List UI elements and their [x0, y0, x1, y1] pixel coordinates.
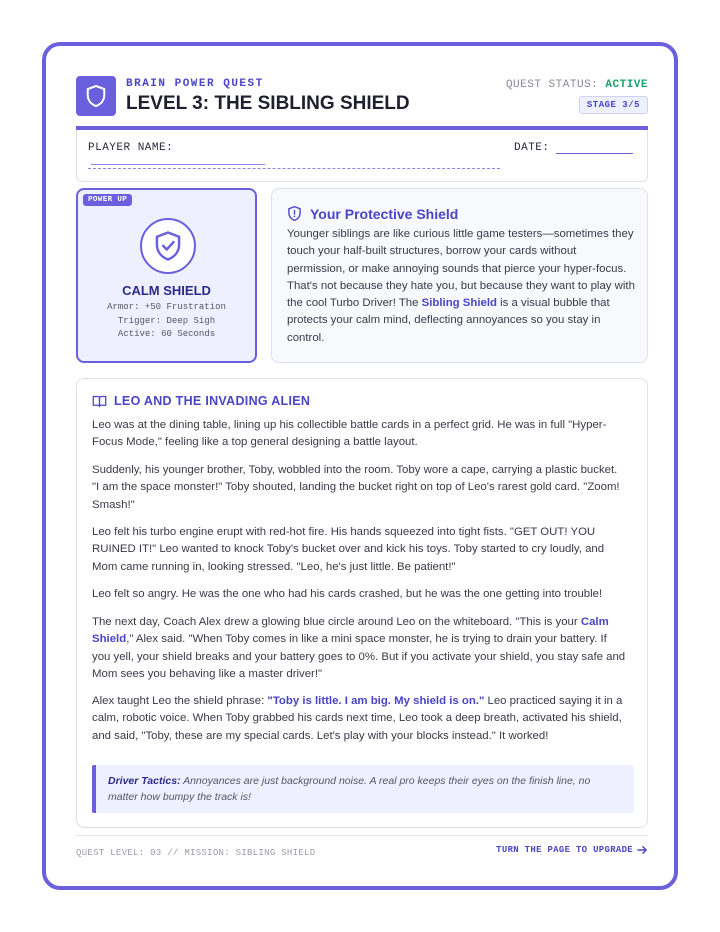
power-up-card [76, 188, 257, 363]
story-heading [92, 394, 310, 408]
player-info-row [76, 130, 648, 182]
shield-alert-icon [287, 205, 302, 222]
p6-start: Alex taught Leo the shield phrase: [92, 695, 268, 707]
story-paragraph-2: Suddenly, his younger brother, Toby, wobbled into the room. Toby wore a cape, carrying a plastic bucket. "I am the space monster!" Toby shouted, landing the bucket right on top of Leo's rarest gold card. "Zoom! Smash!" [92, 464, 620, 511]
tip-label: Driver Tactics: [108, 775, 181, 787]
date-field[interactable] [556, 153, 633, 154]
quest-eyebrow: BRAIN POWER QUEST [126, 78, 264, 90]
power-stat-active: Active: 60 Seconds [117, 329, 216, 339]
stage-badge: STAGE 3/5 [579, 96, 648, 114]
p5-start: The next day, Coach Alex drew a glowing blue circle around Leo on the whiteboard. "This is your [92, 616, 581, 628]
power-up-badge: POWER UP [83, 194, 132, 206]
driver-tactics-callout [92, 765, 634, 813]
footer-mission: QUEST LEVEL: 03 // MISSION: SIBLING SHIELD [76, 848, 316, 858]
story-paragraph-4: Leo felt so angry. He was the one who had his cards crashed, but he was the one getting into trouble! [92, 588, 603, 600]
next-page-link[interactable] [496, 845, 648, 855]
p5-end: ," Alex said. "When Toby comes in like a mini space monster, he is trying to drain your battery. If you yell, your shield breaks and your battery goes to 0%. But if you activate your shield, you stay safe and Mom sees you behaving like a master driver!" [92, 633, 626, 681]
footer-divider [76, 835, 648, 836]
story-paragraph-6 [92, 693, 627, 745]
worksheet-frame [42, 42, 678, 890]
info-title: Your Protective Shield [310, 205, 459, 222]
story-paragraph-3: Leo felt his turbo engine erupt with red-hot fire. His hands squeezed into tight fists. "GET OUT! YOU RUINED IT!" Leo wanted to knock Toby's bucket over and kick his toys. Toby started to cry loudly, and Mom came running in, looking stressed. "Leo, he's just little. Be patient!" [92, 526, 605, 573]
power-stat-armor: Armor: +50 Frustration [107, 302, 226, 312]
status-value: ACTIVE [605, 79, 648, 91]
page-title: LEVEL 3: THE SIBLING SHIELD [126, 93, 410, 114]
story-paragraph-5 [92, 614, 627, 684]
info-text [287, 226, 637, 347]
quest-status [506, 79, 648, 91]
shield-phrase-highlight: "Toby is little. I am big. My shield is on." [267, 695, 485, 707]
power-name: CALM SHIELD [122, 283, 211, 298]
date-label: DATE: [514, 142, 550, 154]
shield-info-panel [271, 188, 648, 363]
sibling-shield-highlight: Sibling Shield [421, 297, 497, 310]
story-paragraph-1: Leo was at the dining table, lining up his collectible battle cards in a perfect grid. He was in full "Hyper-Focus Mode," feeling like a top general designing a battle layout. [92, 419, 607, 449]
book-icon [92, 395, 107, 408]
p6-end: Leo practiced saying it in a calm, robotic voice. When Toby grabbed his cards next time, Leo took a deep breath, activated his shield, and said, "Toby, these are my special cards. Let's play with your blocks instead." It worked! [92, 695, 623, 742]
shield-check-icon [140, 218, 196, 274]
info-text-end: is a visual bubble that protects your calm mind, deflecting annoyances so you stay in control. [287, 297, 610, 344]
arrow-right-icon [637, 845, 648, 855]
calm-shield-highlight: Calm Shield [92, 616, 609, 646]
status-label: QUEST STATUS: [505, 79, 599, 91]
player-name-field[interactable] [91, 164, 265, 165]
header [76, 76, 648, 120]
story-panel [76, 378, 648, 828]
next-page-label: TURN THE PAGE TO UPGRADE [496, 845, 633, 855]
player-name-label: PLAYER NAME: [88, 142, 174, 154]
story-title: LEO AND THE INVADING ALIEN [114, 394, 311, 408]
shield-icon [76, 76, 116, 116]
info-heading [287, 205, 458, 222]
info-text-start: Younger siblings are like curious little game testers—sometimes they touch your half-built structures, borrow your cards without permission, or make annoying sounds that pierce your hyper-focus. That's not because they hate you, but because they want to play with the cool Turbo Driver! The [287, 228, 635, 310]
tip-text: Annoyances are just background noise. A real pro keeps their eyes on the finish line, no matter how bumpy the track is! [108, 775, 591, 803]
power-stat-trigger: Trigger: Deep Sigh [117, 316, 216, 326]
player-name-dashed-line [88, 168, 500, 169]
